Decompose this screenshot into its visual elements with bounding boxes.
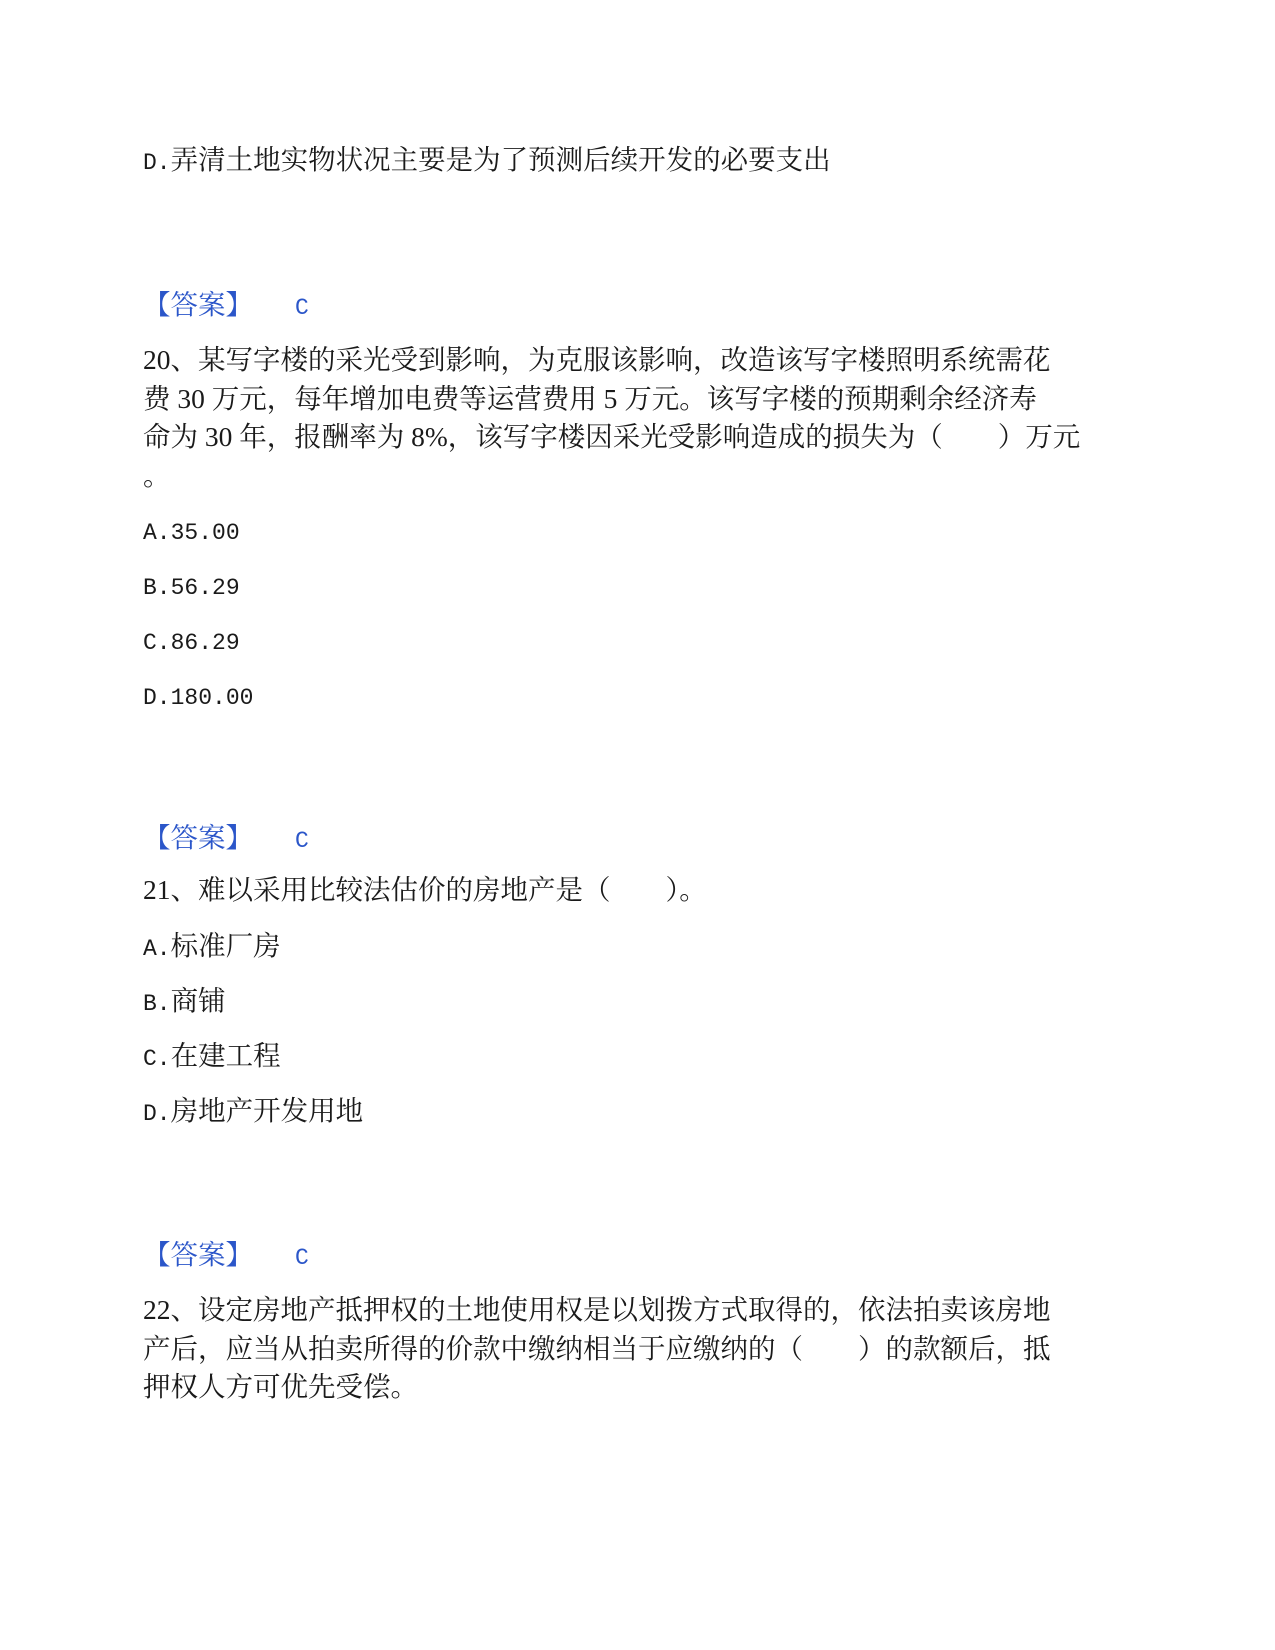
q20-answer (143, 819, 309, 857)
q22-stem-line: 产后，应当从拍卖所得的价款中缴纳相当于应缴纳的（ ）的款额后，抵 (143, 1332, 1051, 1364)
option-label: D. (143, 150, 171, 176)
q20-option-d (143, 676, 253, 714)
q21-answer (143, 1236, 309, 1274)
q22-stem-line: 押权人方可优先受偿。 (143, 1371, 418, 1402)
option-label: D. (143, 685, 171, 711)
option-text: 86.29 (170, 630, 240, 656)
option-text: 商铺 (170, 985, 226, 1016)
option-text: 180.00 (170, 685, 254, 711)
q20-stem-line: 命为 30 年，报酬率为 8%，该写字楼因采光受影响造成的损失为（ ）万元 (143, 421, 1081, 452)
q19-answer (143, 286, 309, 324)
q21-option-b (143, 982, 226, 1020)
option-text: 房地产开发用地 (170, 1095, 364, 1126)
option-label: C. (143, 1046, 171, 1072)
q20-stem (143, 341, 1080, 495)
option-text: 56.29 (170, 575, 240, 601)
option-text: 弄清土地实物状况主要是为了预测后续开发的必要支出 (170, 144, 831, 175)
answer-label: 【答案】 (143, 1239, 253, 1270)
option-label: B. (143, 575, 171, 601)
answer-value: C (295, 295, 309, 321)
q21-option-c (143, 1037, 281, 1075)
option-label: C. (143, 630, 171, 656)
answer-value: C (295, 1245, 309, 1271)
q21-stem-line: 21、难以采用比较法估价的房地产是（ ）。 (143, 874, 707, 905)
q20-option-a (143, 511, 240, 549)
q21-option-d (143, 1092, 363, 1130)
q19-option-d (143, 141, 831, 179)
q22-stem (143, 1291, 1051, 1407)
option-text: 在建工程 (170, 1040, 281, 1071)
q22-stem-line: 22、设定房地产抵押权的土地使用权是以划拨方式取得的，依法拍卖该房地 (143, 1294, 1051, 1325)
q21-stem (143, 871, 707, 910)
q20-option-b (143, 566, 240, 604)
option-label: A. (143, 520, 171, 546)
q20-option-c (143, 621, 240, 659)
q20-stem-line: 。 (143, 459, 171, 491)
q20-stem-line: 20、某写字楼的采光受到影响，为克服该影响，改造该写字楼照明系统需花 (143, 344, 1051, 375)
answer-label: 【答案】 (143, 289, 253, 320)
option-label: D. (143, 1101, 171, 1127)
option-text: 标准厂房 (170, 930, 281, 961)
answer-label: 【答案】 (143, 822, 253, 853)
option-label: A. (143, 936, 171, 962)
option-label: B. (143, 991, 171, 1017)
q20-stem-line: 费 30 万元，每年增加电费等运营费用 5 万元。该写字楼的预期剩余经济寿 (143, 382, 1037, 414)
q21-option-a (143, 927, 281, 965)
answer-value: C (295, 828, 309, 854)
option-text: 35.00 (170, 520, 240, 546)
